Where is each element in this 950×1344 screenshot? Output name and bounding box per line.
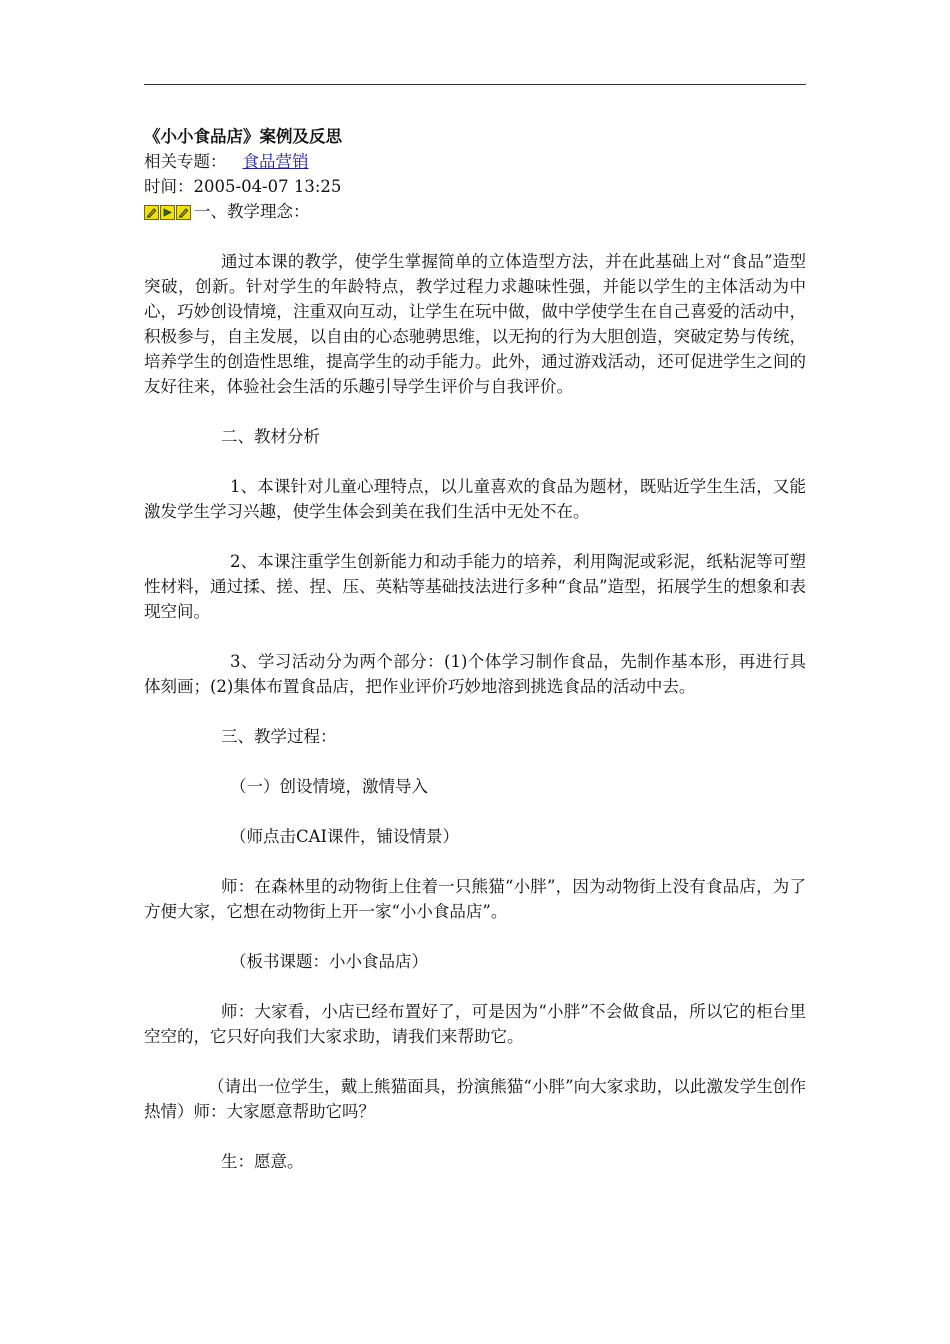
paragraph-analysis-1: 1、本课针对儿童心理特点，以儿童喜欢的食品为题材，既贴近学生生活，又能激发学生学习兴趣，使学生体会到美在我们生活中无处不在。 — [144, 477, 806, 521]
toolbar-icons — [144, 205, 192, 220]
section-heading-2: 二、教材分析 — [221, 427, 320, 446]
top-divider — [144, 84, 806, 85]
stage-direction: （师点击CAI课件，铺设情景） — [230, 827, 460, 846]
section-heading-1: 一、教学理念： — [194, 202, 310, 221]
teacher-line-1: 师：在森林里的动物街上住着一只熊猫“小胖”，因为动物街上没有食品店，为了方便大家，它想在动物街上开一家“小小食品店”。 — [144, 877, 806, 921]
topic-line — [144, 149, 806, 174]
article-title: 《小小食品店》案例及反思 — [144, 127, 342, 146]
section-heading-line — [144, 199, 806, 224]
edit-icon[interactable] — [144, 205, 159, 220]
board-title-note: （板书课题：小小食品店） — [230, 952, 428, 971]
student-role-play: （请出一位学生，戴上熊猫面具，扮演熊猫“小胖”向大家求助，以此激发学生创作热情）师：大家愿意帮助它吗？ — [144, 1077, 806, 1121]
article — [144, 124, 806, 1174]
teacher-line-2: 师：大家看，小店已经布置好了，可是因为“小胖”不会做食品，所以它的柜台里空空的，它只好向我们大家求助，请我们来帮助它。 — [144, 1002, 806, 1046]
paragraph-analysis-3: 3、学习活动分为两个部分：(1)个体学习制作食品，先制作基本形，再进行具体刻画；(2)集体布置食品店，把作业评价巧妙地溶到挑选食品的活动中去。 — [144, 652, 806, 696]
paragraph-analysis-2: 2、本课注重学生创新能力和动手能力的培养，利用陶泥或彩泥，纸粘泥等可塑性材料，通过揉、搓、捏、压、英粘等基础技法进行多种“食品”造型，拓展学生的想象和表现空间。 — [144, 552, 806, 621]
topic-label: 相关专题： — [144, 152, 227, 171]
edit-icon[interactable] — [176, 205, 191, 220]
paragraph-teaching-concept: 通过本课的教学，使学生掌握简单的立体造型方法，并在此基础上对“食品”造型突破，创新。针对学生的年龄特点，教学过程力求趣味性强，并能以学生的主体活动为中心，巧妙创设情境，注重双向互动，让学生在玩中做，做中学使学生在自己喜爱的活动中，积极参与，自主发展，以自由的心态驰骋思维，以无拘的行为大胆创造，突破定势与传统，培养学生的创造性思维，提高学生的动手能力。此外，通过游戏活动，还可促进学生之间的友好往来，体验社会生活的乐趣引导学生评价与自我评价。 — [144, 252, 806, 396]
arrow-icon[interactable] — [160, 205, 175, 220]
student-reply: 生：愿意。 — [221, 1152, 304, 1171]
timestamp: 时间：2005-04-07 13:25 — [144, 177, 342, 196]
section-heading-3: 三、教学过程： — [221, 727, 337, 746]
step-heading-1: （一）创设情境，激情导入 — [230, 777, 428, 796]
topic-link[interactable]: 食品营销 — [242, 152, 309, 171]
